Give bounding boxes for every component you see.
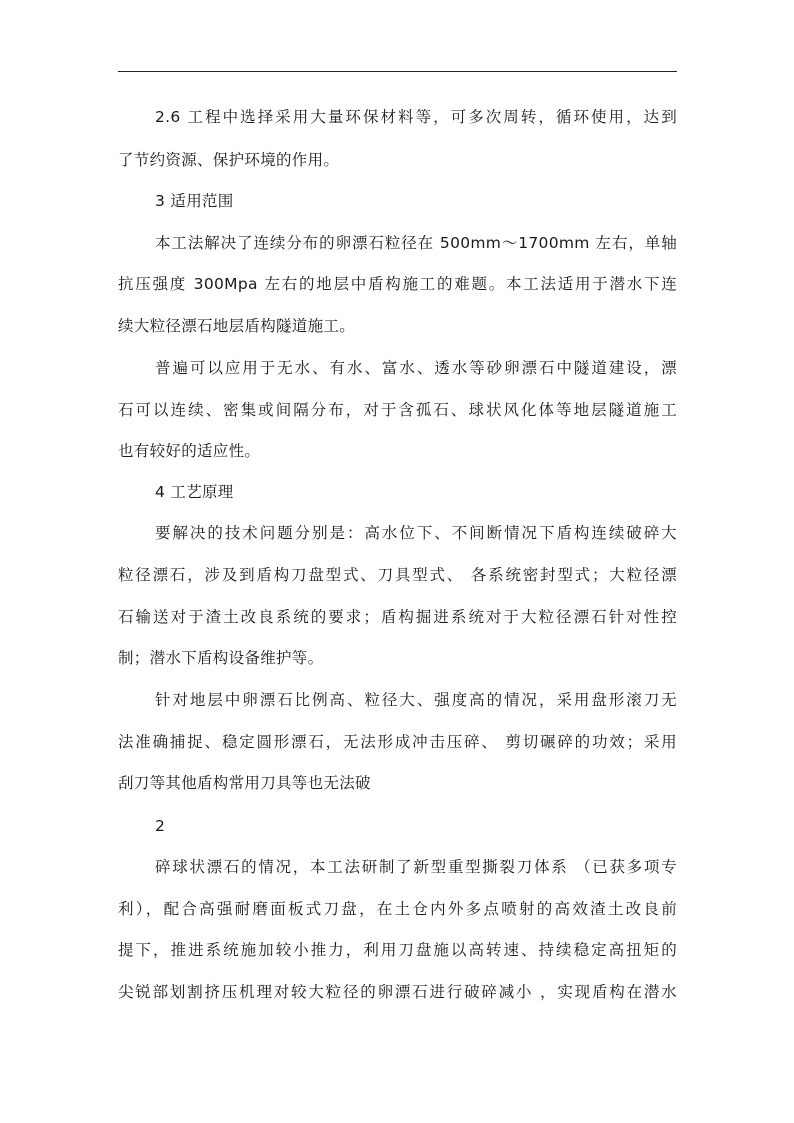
text-line: 法准确捕捉、稳定圆形漂石，无法形成冲击压碎、 剪切碾碎的功效；采用 [118,733,677,751]
text-line: 要解决的技术问题分别是：高水位下、不间断情况下盾构连续破碎大 [155,524,677,542]
page-number: 2 [155,817,166,835]
text-line: 2.6 工程中选择采用大量环保材料等，可多次周转，循环使用，达到 [155,108,677,126]
header-rule [118,71,677,72]
text-line: 普遍可以应用于无水、有水、富水、透水等砂卵漂石中隧道建设，漂 [155,359,677,377]
text-line: 制；潜水下盾构设备维护等。 [118,649,324,667]
text-line: 刮刀等其他盾构常用刀具等也无法破 [118,774,371,792]
text-line: 本工法解决了连续分布的卵漂石粒径在 500mm～1700mm 左右，单轴 [155,234,677,252]
text-line: 续大粒径漂石地层盾构隧道施工。 [118,317,356,335]
text-line: 也有较好的适应性。 [118,442,261,460]
text-line: 石可以连续、密集或间隔分布，对于含孤石、球状风化体等地层隧道施工 [118,401,677,419]
text-line: 了节约资源、保护环境的作用。 [118,151,340,169]
text-line: 石输送对于渣土改良系统的要求；盾构掘进系统对于大粒径漂石针对性控 [118,608,677,626]
text-line: 针对地层中卵漂石比例高、粒径大、强度高的情况，采用盘形滚刀无 [155,691,677,709]
section-heading: 4 工艺原理 [155,483,234,501]
text-line: 提下，推进系统施加较小推力，利用刀盘施以高转速、持续稳定高扭矩的 [118,941,677,959]
text-line: 尖锐部划割挤压机理对较大粒径的卵漂石进行破碎减小 ，实现盾构在潜水 [118,983,677,1001]
text-line: 利），配合高强耐磨面板式刀盘，在土仓内外多点喷射的高效渣土改良前 [118,900,677,918]
section-heading: 3 适用范围 [155,192,234,210]
text-line: 碎球状漂石的情况，本工法研制了新型重型撕裂刀体系 （已获多项专 [155,858,677,876]
text-line: 抗压强度 300Mpa 左右的地层中盾构施工的难题。本工法适用于潜水下连 [118,275,677,293]
text-line: 粒径漂石，涉及到盾构刀盘型式、刀具型式、 各系统密封型式；大粒径漂 [118,566,677,584]
